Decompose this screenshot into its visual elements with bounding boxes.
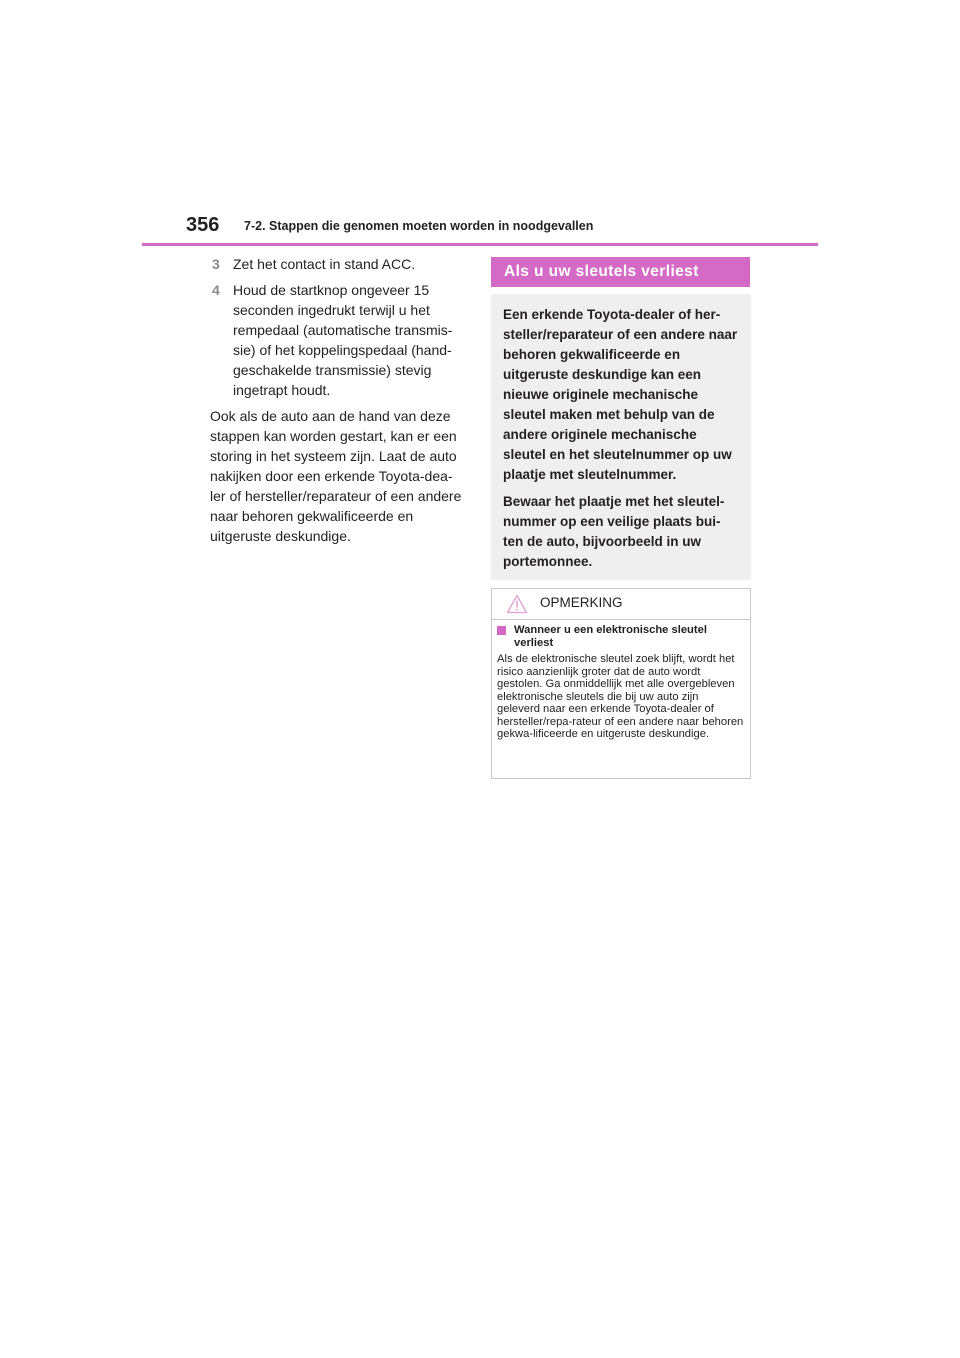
page-number: 356 (186, 214, 220, 236)
step-number: 3 (212, 256, 220, 272)
step-number: 4 (212, 282, 220, 298)
info-paragraph: Bewaar het plaatje met het sleutel-nummer op een veilige plaats bui-ten de auto, bijvoorbeeld in uw portemonnee. (503, 494, 725, 569)
chapter-title: 7-2. Stappen die genomen moeten worden in noodgevallen (244, 219, 594, 233)
notice-header (492, 589, 750, 620)
notice-subheading-text: Wanneer u een elektronische sleutel verliest (514, 624, 707, 649)
step-text: Zet het contact in stand ACC. (233, 256, 416, 272)
notice-title: OPMERKING (540, 595, 623, 610)
step-item (210, 254, 466, 274)
step-item (210, 280, 466, 400)
section-heading: Als u uw sleutels verliest (491, 257, 750, 287)
info-box (491, 294, 751, 580)
notice-body (492, 620, 750, 741)
notice-box (491, 588, 751, 779)
header-divider (142, 243, 818, 246)
info-paragraph: Een erkende Toyota-dealer of her-steller/reparateur of een andere naar behoren gekwalificeerde en uitgeruste deskundige kan een nieuwe originele mechanische sleutel maken met behulp van de andere originele mechanische sleutel en het sleutelnummer op uw plaatje met sleutelnummer. (503, 307, 738, 482)
body-paragraph: Ook als de auto aan de hand van deze stappen kan worden gestart, kan er een storing in het systeem zijn. Laat de auto nakijken door een erkende Toyota-dea-ler of hersteller/reparateur of een andere naar behoren gekwalificeerde en uitgeruste deskundige. (210, 408, 462, 544)
step-text: Houd de startknop ongeveer 15 seconden ingedrukt terwijl u het rempedaal (automatische transmis-sie) of het koppelingspedaal (hand-geschakelde transmissie) stevig ingetrapt houdt. (233, 282, 453, 398)
left-column (210, 254, 466, 546)
square-bullet-icon (497, 626, 506, 635)
warning-triangle-icon (506, 594, 528, 619)
notice-subheading (497, 624, 744, 649)
notice-text: Als de elektronische sleutel zoek blijft, wordt het risico aanzienlijk groter dat de auto wordt gestolen. Ga onmiddellijk met alle overgebleven elektronische sleutels die bij uw auto zijn geleverd naar een erkende Toyota-dealer of hersteller/repa-rateur of een andere naar behoren gekwa-lificeerde en uitgeruste deskundige. (497, 653, 744, 740)
